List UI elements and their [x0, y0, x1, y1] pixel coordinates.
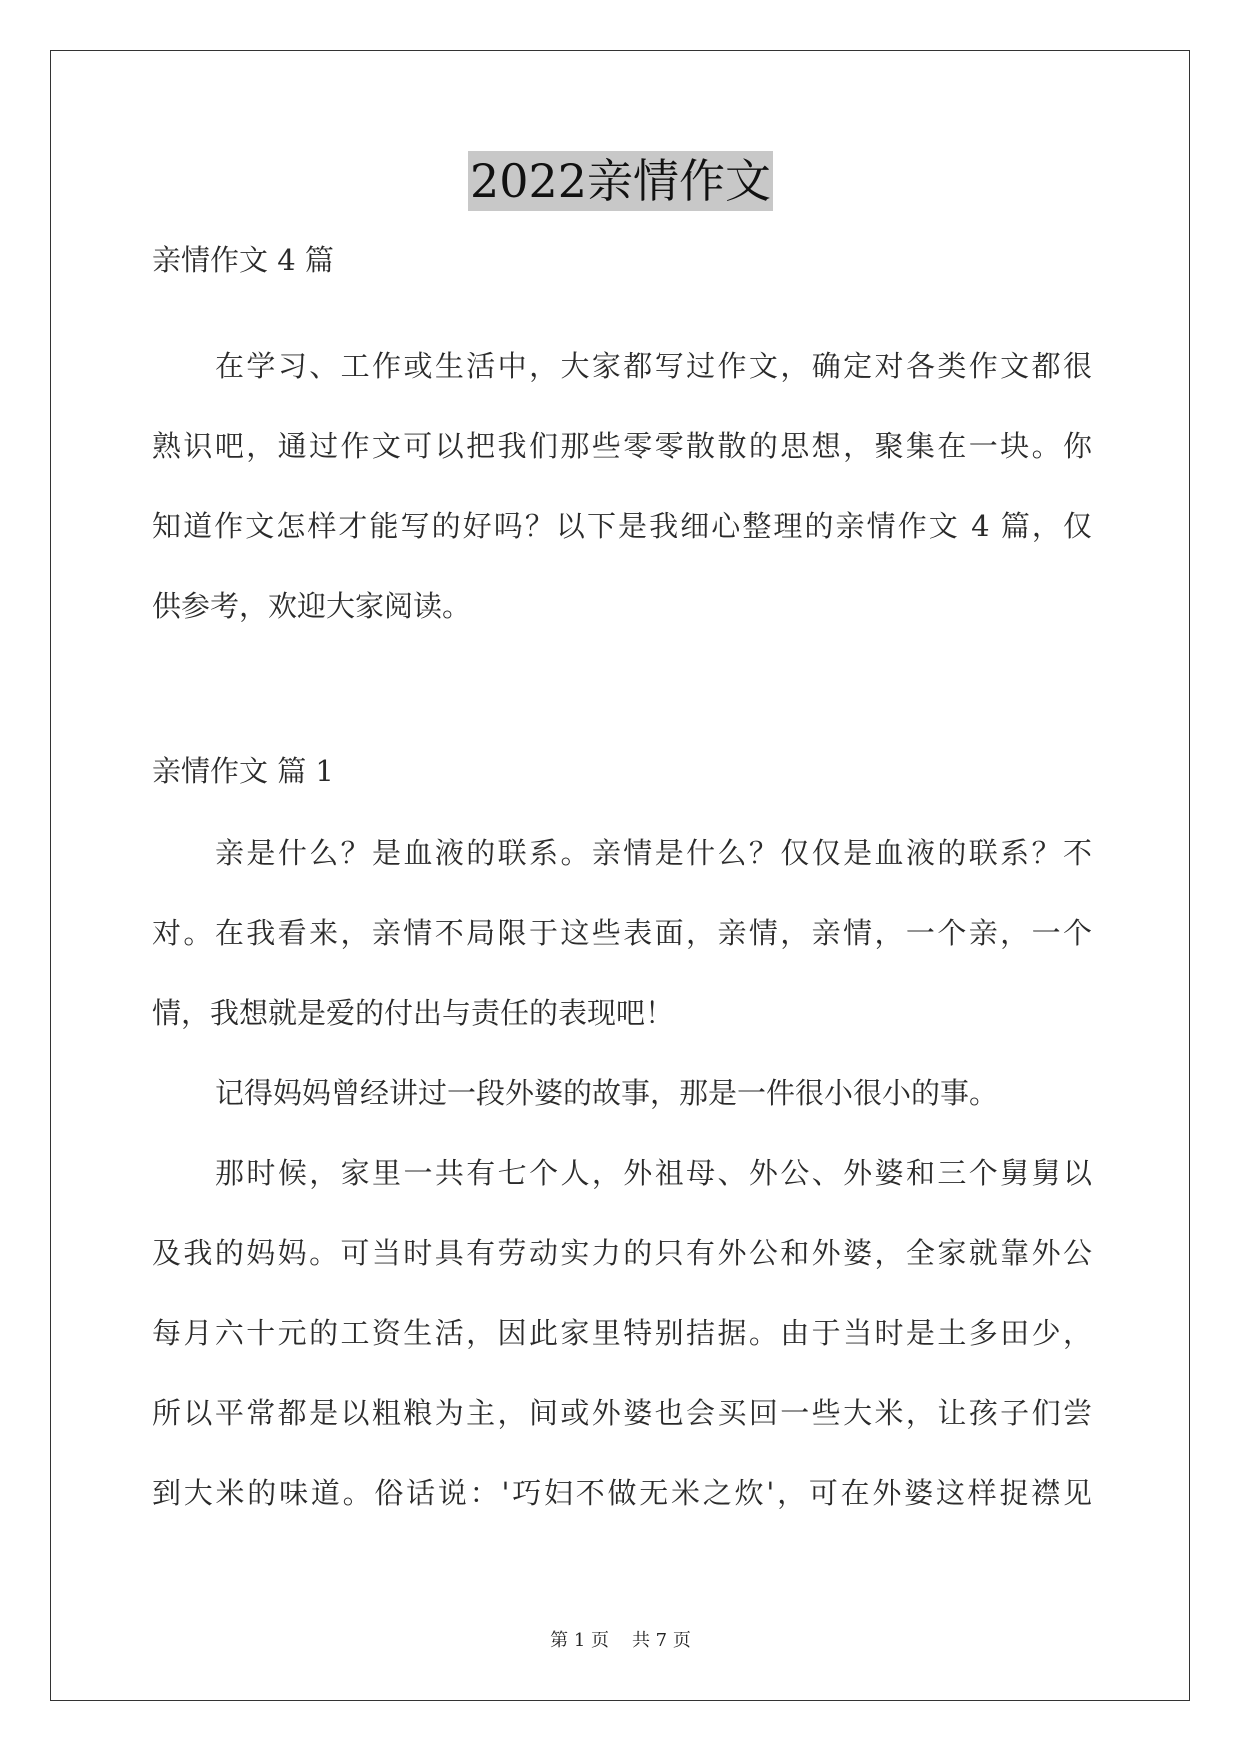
paragraph-line: 及我的妈妈。可当时具有劳动实力的只有外公和外婆，全家就靠外公	[152, 1236, 1092, 1270]
total-pages: 共 7 页	[631, 1630, 691, 1651]
page-frame	[50, 50, 1190, 1701]
paragraph-line: 在学习、工作或生活中，大家都写过作文，确定对各类作文都很	[215, 349, 1092, 383]
section-heading: 亲情作文 篇 1	[152, 754, 334, 788]
document-title: 2022亲情作文	[468, 151, 773, 211]
paragraph-line: 每月六十元的工资生活，因此家里特别拮据。由于当时是土多田少，	[152, 1316, 1092, 1350]
paragraph-line: 那时候，家里一共有七个人，外祖母、外公、外婆和三个舅舅以	[215, 1156, 1092, 1190]
paragraph-line: 到大米的味道。俗话说：'巧妇不做无米之炊'，可在外婆这样捉襟见	[152, 1476, 1092, 1510]
section-heading: 亲情作文 4 篇	[152, 243, 334, 277]
paragraph-line: 亲是什么？是血液的联系。亲情是什么？仅仅是血液的联系？不	[215, 836, 1092, 870]
paragraph-line: 知道作文怎样才能写的好吗？以下是我细心整理的亲情作文 4 篇，仅	[152, 509, 1092, 543]
title-wrap	[0, 151, 1241, 211]
paragraph-line: 所以平常都是以粗粮为主，间或外婆也会买回一些大米，让孩子们尝	[152, 1396, 1092, 1430]
paragraph-line: 情，我想就是爱的付出与责任的表现吧！	[152, 996, 675, 1030]
paragraph-line: 记得妈妈曾经讲过一段外婆的故事，那是一件很小很小的事。	[215, 1076, 999, 1110]
page-footer	[0, 1626, 1241, 1652]
paragraph-line: 熟识吧，通过作文可以把我们那些零零散散的思想，聚集在一块。你	[152, 429, 1092, 463]
paragraph-line: 对。在我看来，亲情不局限于这些表面，亲情，亲情，一个亲，一个	[152, 916, 1092, 950]
paragraph-line: 供参考，欢迎大家阅读。	[152, 589, 472, 623]
page-number: 第 1 页	[550, 1630, 610, 1651]
